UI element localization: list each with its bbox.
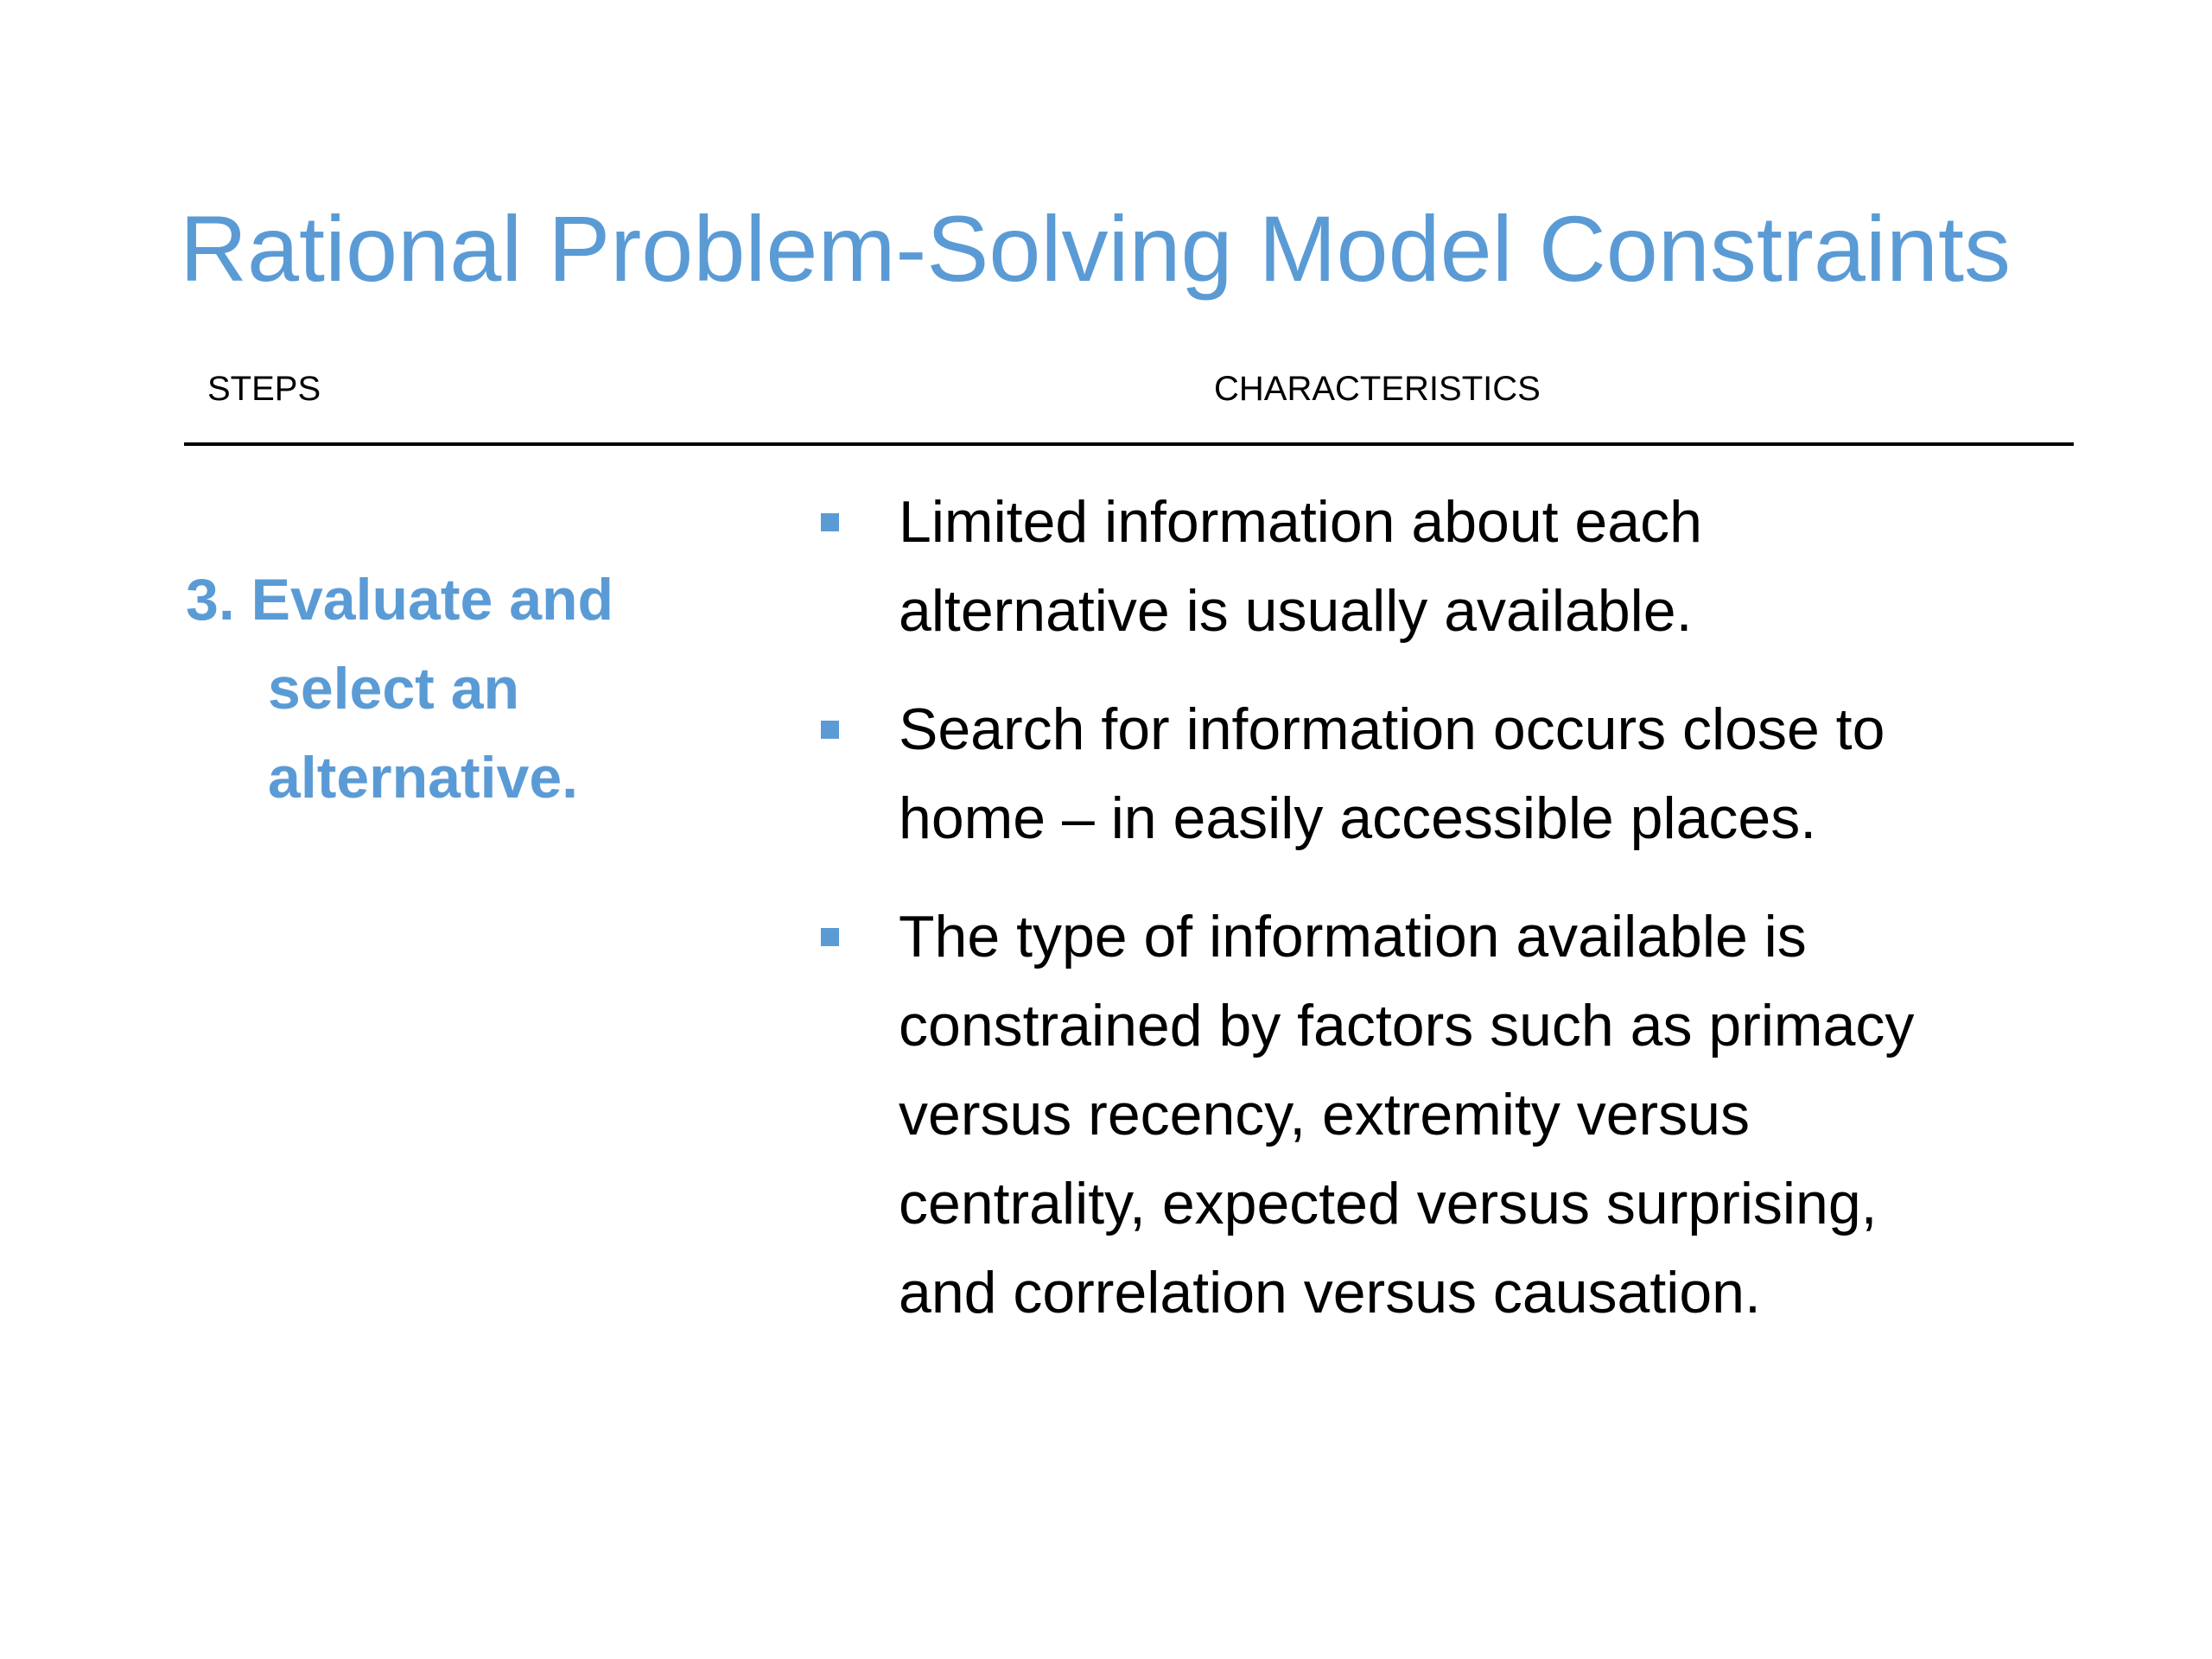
step-label-line: 3. Evaluate and: [186, 567, 614, 632]
step-label: [186, 556, 791, 823]
characteristic-item: [817, 685, 2044, 863]
characteristic-line: and correlation versus causation.: [899, 1260, 1761, 1325]
characteristic-line: Search for information occurs close to: [899, 696, 1885, 762]
characteristics-column-header: CHARACTERISTICS: [1214, 370, 1541, 408]
characteristics-list: [817, 478, 2044, 1367]
characteristic-line: alternative is usually available.: [899, 578, 1693, 644]
characteristic-line: Limited information about each: [899, 489, 1702, 555]
square-bullet-icon: [821, 513, 839, 531]
characteristic-item: [817, 893, 2044, 1338]
characteristic-line: The type of information available is: [899, 904, 1807, 969]
characteristic-line: constrained by factors such as primacy: [899, 993, 1915, 1058]
characteristic-line: versus recency, extremity versus: [899, 1082, 1751, 1147]
steps-column-header: STEPS: [207, 370, 321, 408]
square-bullet-icon: [821, 721, 839, 739]
characteristic-line: home – in easily accessible places.: [899, 785, 1817, 851]
step-label-line: select an: [268, 656, 520, 721]
square-bullet-icon: [821, 928, 839, 946]
header-divider: [184, 442, 2074, 446]
characteristic-line: centrality, expected versus surprising,: [899, 1171, 1878, 1236]
slide-title: Rational Problem-Solving Model Constraints: [180, 196, 2011, 301]
step-label-line: alternative.: [268, 745, 579, 810]
characteristic-item: [817, 478, 2044, 656]
